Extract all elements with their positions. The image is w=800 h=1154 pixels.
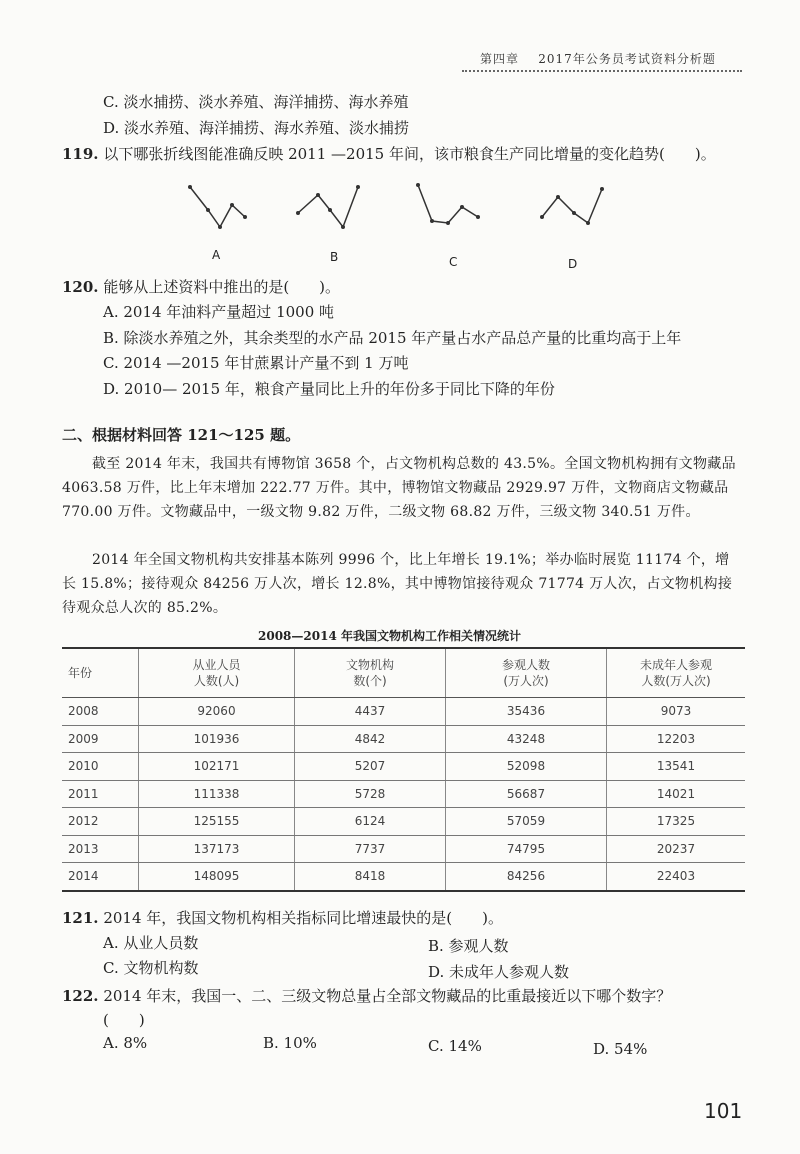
q122-blank: ( )	[103, 1011, 145, 1029]
cell-staff: 137173	[139, 835, 295, 863]
material-paragraph-1: 截至 2014 年末，我国共有博物馆 3658 个，占文物机构总数的 43.5%。全国文物机构拥有文物藏品 4063.58 万件，比上年末增加 222.77 万件。其中，博物馆文物藏品 2929.97 万件，文物商店文物藏品 770.00 万件。文物藏品中，一级文物 9.82 万件，二级文物 68.82 万件，三级文物 340.51 万件。	[62, 456, 736, 520]
q119-option-charts	[180, 175, 640, 270]
cell-minor-visitors: 12203	[607, 725, 746, 753]
q119-label-b: B	[330, 250, 339, 264]
q122-number: 122.	[62, 987, 99, 1005]
header-minor-visitors: 未成年人参观 人数(万人次)	[607, 648, 746, 698]
cell-visitors: 57059	[446, 808, 607, 836]
cell-visitors: 84256	[446, 863, 607, 891]
q119-label-a: A	[212, 248, 221, 262]
cell-visitors: 52098	[446, 753, 607, 781]
cell-minor-visitors: 13541	[607, 753, 746, 781]
q120-option-d: D. 2010— 2015 年，粮食产量同比上升的年份多于同比下降的年份	[103, 380, 555, 398]
table-row	[62, 863, 745, 891]
cell-visitors: 56687	[446, 780, 607, 808]
cell-visitors: 74795	[446, 835, 607, 863]
cell-staff: 111338	[139, 780, 295, 808]
header-rule	[462, 70, 742, 72]
cell-year: 2011	[62, 780, 139, 808]
q121-option-c: C. 文物机构数	[103, 959, 199, 977]
q121-stem	[62, 907, 503, 928]
cell-institutions: 6124	[295, 808, 446, 836]
cell-year: 2013	[62, 835, 139, 863]
cell-institutions: 5728	[295, 780, 446, 808]
q119-number: 119.	[62, 145, 99, 163]
cell-institutions: 8418	[295, 863, 446, 891]
q121-number: 121.	[62, 909, 99, 927]
q121-text: 2014 年，我国文物机构相关指标同比增速最快的是( )。	[103, 909, 503, 927]
q122-option-b: B. 10%	[263, 1034, 317, 1052]
table-row	[62, 698, 745, 726]
option-d-sparkline	[540, 187, 604, 225]
q122-option-d: D. 54%	[593, 1040, 648, 1058]
cell-institutions: 5207	[295, 753, 446, 781]
table-row	[62, 780, 745, 808]
cell-year: 2009	[62, 725, 139, 753]
table-row	[62, 725, 745, 753]
cell-staff: 101936	[139, 725, 295, 753]
q120-number: 120.	[62, 278, 99, 296]
q120-option-b: B. 除淡水养殖之外，其余类型的水产品 2015 年产量占水产品总产量的比重均高于上年	[103, 329, 682, 347]
material-paragraph-2: 2014 年全国文物机构共安排基本陈列 9996 个，比上年增长 19.1%；举办临时展览 11174 个，增长 15.8%；接待观众 84256 万人次，增长 12.8%，其中博物馆接待观众 71774 万人次，占文物机构接待观众总人次的 85.2%。	[62, 552, 733, 616]
table-header-row	[62, 648, 745, 698]
q121-option-d: D. 未成年人参观人数	[428, 963, 570, 981]
header-institutions: 文物机构 数(个)	[295, 648, 446, 698]
running-header	[480, 50, 716, 67]
cell-staff: 148095	[139, 863, 295, 891]
option-b-sparkline	[296, 185, 360, 229]
table-row	[62, 835, 745, 863]
cell-minor-visitors: 9073	[607, 698, 746, 726]
table-row	[62, 753, 745, 781]
option-c-sparkline	[416, 183, 480, 225]
cell-institutions: 4437	[295, 698, 446, 726]
q120-text: 能够从上述资料中推出的是( )。	[103, 278, 341, 296]
cell-staff: 102171	[139, 753, 295, 781]
q122-option-c: C. 14%	[428, 1037, 482, 1055]
cell-year: 2010	[62, 753, 139, 781]
section-heading: 二、根据材料回答 121～125 题。	[62, 426, 301, 444]
q119-label-d: D	[568, 257, 578, 271]
cell-year: 2014	[62, 863, 139, 891]
cell-visitors: 43248	[446, 725, 607, 753]
q121-option-a: A. 从业人员数	[103, 934, 199, 952]
cell-visitors: 35436	[446, 698, 607, 726]
q122-stem	[62, 985, 671, 1006]
q120-option-a: A. 2014 年油料产量超过 1000 吨	[103, 303, 335, 321]
q122-text: 2014 年末，我国一、二、三级文物总量占全部文物藏品的比重最接近以下哪个数字？	[103, 987, 672, 1005]
header-visitors: 参观人数 (万人次)	[446, 648, 607, 698]
q118-option-c: C. 淡水捕捞、淡水养殖、海洋捕捞、海水养殖	[103, 93, 409, 111]
cell-institutions: 7737	[295, 835, 446, 863]
page-number: 101	[704, 1099, 743, 1123]
cell-minor-visitors: 17325	[607, 808, 746, 836]
cell-year: 2008	[62, 698, 139, 726]
q118-option-d: D. 淡水养殖、海洋捕捞、海水养殖、淡水捕捞	[103, 119, 410, 137]
cell-year: 2012	[62, 808, 139, 836]
statistics-table	[62, 647, 745, 892]
q119-text: 以下哪张折线图能准确反映 2011 —2015 年间，该市粮食生产同比增量的变化趋势( )。	[103, 145, 716, 163]
q120-stem	[62, 276, 340, 297]
header-year: 年份	[62, 648, 139, 698]
q120-option-c: C. 2014 —2015 年甘蔗累计产量不到 1 万吨	[103, 354, 409, 372]
book-title: 2017年公务员考试资料分析题	[538, 52, 716, 66]
cell-minor-visitors: 22403	[607, 863, 746, 891]
q119-label-c: C	[449, 255, 458, 269]
cell-minor-visitors: 14021	[607, 780, 746, 808]
q119-stem	[62, 143, 716, 164]
cell-staff: 125155	[139, 808, 295, 836]
cell-staff: 92060	[139, 698, 295, 726]
table-title: 2008—2014 年我国文物机构工作相关情况统计	[258, 629, 521, 643]
header-staff: 从业人员 人数(人)	[139, 648, 295, 698]
q121-option-b: B. 参观人数	[428, 937, 509, 955]
table-row	[62, 808, 745, 836]
option-a-sparkline	[188, 185, 247, 229]
chapter-label: 第四章	[480, 52, 520, 66]
cell-institutions: 4842	[295, 725, 446, 753]
cell-minor-visitors: 20237	[607, 835, 746, 863]
q122-option-a: A. 8%	[103, 1034, 148, 1052]
